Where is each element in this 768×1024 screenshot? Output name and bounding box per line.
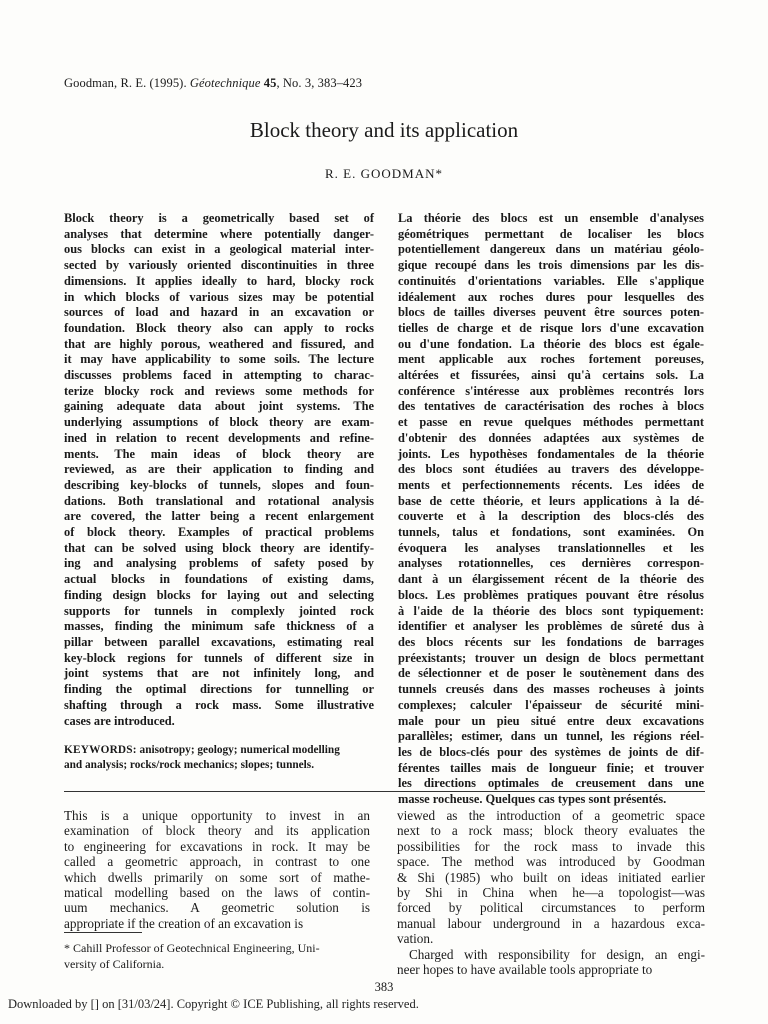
- abstract-french-line: tunnels creusés dans des masses rocheuses à joints: [398, 682, 704, 697]
- abstract-english-line: of block theory. Examples of practical problems: [64, 525, 374, 540]
- abstract-english-line: dimensions. It applies ideally to hard, blocky rock: [64, 273, 374, 288]
- body-right-line: manual labour underground in a hazardous exca-: [397, 915, 705, 931]
- body-right-line: next to a rock mass; block theory evaluates the: [397, 823, 705, 839]
- abstract-english-line: cases are introduced.: [64, 713, 175, 728]
- abstract-english-line: sources of load and hazard in an excavation or: [64, 305, 374, 320]
- keywords-label: KEYWORDS:: [64, 744, 137, 756]
- body-column-left: [64, 808, 370, 931]
- abstract-french-line: les de blocs-clés pour des systèmes de joints de dif-: [398, 744, 704, 759]
- abstract-french-line: dant à un élargissement récent de la théorie des: [398, 572, 704, 587]
- paper-title: Block theory and its application: [249, 118, 519, 142]
- abstract-english-line: gaining adequate data about joint systems. The: [64, 399, 374, 414]
- footnote-line: * Cahill Professor of Geotechnical Engineering, Uni-: [64, 941, 320, 955]
- abstract-french-line: continuités d'orientations variables. Elle s'applique: [398, 273, 704, 288]
- abstract-french-line: blocs de tailles diverses peuvent être sources poten-: [398, 305, 704, 320]
- abstract-english-line: finding the optimal directions for tunnelling or: [64, 682, 374, 697]
- abstract-french-line: base de cette théorie, et leurs applications à la dé-: [398, 493, 704, 508]
- abstract-french-line: préexistants; trouver un design de blocs permettant: [398, 650, 704, 665]
- abstract-french-line: gique recoupé dans les trois dimensions par les dis-: [398, 258, 704, 273]
- body-right-line: by Shi in China when he—a topologist—was: [397, 885, 705, 901]
- abstract-english-line: discusses problems faced in attempting to charac-: [64, 368, 374, 383]
- abstract-english-line: are covered, the latter being a recent enlargement: [64, 509, 374, 524]
- body-left-line: to engineering for excavations in rock. It may be: [64, 838, 370, 854]
- body-right-line: vation.: [397, 931, 434, 947]
- body-right-line: space. The method was introduced by Goodman: [397, 854, 705, 870]
- abstract-french-line: male pour un pieu situé entre deux excavations: [398, 713, 704, 728]
- abstract-english-line: sected by variously oriented discontinuities in three: [64, 258, 374, 273]
- body-left-line: appropriate if the creation of an excavation is: [64, 915, 304, 931]
- abstract-english-line: reviewed, as are their application to finding and: [64, 462, 374, 477]
- abstract-french-line: potentiellement dangereux dans un matériau géolo-: [398, 242, 704, 257]
- abstract-english-line: pillar between parallel excavations, estimating real: [64, 634, 374, 649]
- abstract-english-line: underlying assumptions of block theory are exam-: [64, 415, 374, 430]
- body-left-line: uum mechanics. A geometric solution is: [64, 900, 370, 916]
- abstract-english-line: ous blocks can exist in a geological material inter-: [64, 242, 374, 257]
- body-left-line: called a geometric approach, in contrast to one: [64, 854, 370, 870]
- abstract-english: [64, 211, 374, 729]
- citation-volume: 45: [260, 76, 277, 90]
- body-left-line: which dwells primarily on some sort of mathe-: [64, 869, 370, 885]
- abstract-french-line: des blocs récents sur les fondations de barrages: [398, 634, 704, 649]
- abstract-french-line: altérées et fissurées, ainsi qu'à certains sols. La: [398, 368, 704, 383]
- abstract-english-line: shafting through a rock mass. Some illustrative: [64, 697, 374, 712]
- abstract-english-line: analyses that determine where potentially danger-: [64, 226, 374, 241]
- abstract-french-line: d'obtenir des données adaptées aux systèmes de: [398, 430, 704, 445]
- abstract-english-line: that are highly porous, weathered and fissured, and: [64, 336, 374, 351]
- abstract-english-line: in which blocks of various sizes may be potential: [64, 289, 374, 304]
- body-right-line: viewed as the introduction of a geometric space: [397, 808, 705, 823]
- abstract-french-line: de sélectionner et de poser le soutènement dans des: [398, 666, 704, 681]
- abstract-english-line: supports for tunnels in complexly jointed rock: [64, 603, 374, 618]
- footnote: [64, 940, 370, 972]
- author-line: R. E. GOODMAN*: [325, 166, 443, 181]
- abstract-french-line: tunnels, talus et fondations, sont examinées. On: [398, 525, 704, 540]
- body-left-line: This is a unique opportunity to invest in an: [64, 808, 370, 823]
- abstract-french-line: et passe en revue quelques méthodes permettant: [398, 415, 704, 430]
- body-right-line: forced by political circumstances to perform: [397, 900, 705, 916]
- download-notice: Downloaded by [] on [31/03/24]. Copyright © ICE Publishing, all rights reserved.: [8, 997, 419, 1011]
- abstract-english-line: terize blocky rock and reviews some methods for: [64, 383, 374, 398]
- footnote-divider: [64, 932, 142, 933]
- abstract-french-line: ments et perfectionnements récents. Les idées de: [398, 477, 704, 492]
- body-right-line: & Shi (1985) who built on ideas initiated earlier: [397, 869, 705, 885]
- abstract-french-line: masse rocheuse. Quelques cas types sont présentés.: [398, 792, 667, 807]
- abstract-french-line: ou d'une fondation. La théorie des blocs est égale-: [398, 336, 704, 351]
- section-divider: [64, 791, 705, 792]
- abstract-english-line: dations. Both translational and rotational analysis: [64, 493, 374, 508]
- keywords-line-2: and analysis; rocks/rock mechanics; slopes; tunnels.: [64, 759, 315, 771]
- abstract-french-line: conférence s'intéresse aux problèmes recontrés lors: [398, 383, 704, 398]
- abstract-french-line: identifier et analyser les problèmes de sûreté dus à: [398, 619, 704, 634]
- citation-issue-pages: , No. 3, 383–423: [276, 76, 363, 90]
- abstract-english-line: actual blocks in foundations of existing dams,: [64, 572, 374, 587]
- abstract-english-line: ined in relation to recent developments and refine-: [64, 430, 374, 445]
- page-number: 383: [374, 980, 394, 994]
- abstract-english-line: joint systems that are not infinitely long, and: [64, 666, 374, 681]
- body-right-line: possibilities for the rock mass to invade this: [397, 838, 705, 854]
- abstract-english-line: describing key-blocks of tunnels, slopes and foun-: [64, 477, 374, 492]
- abstract-french-line: joints. Les hypothèses fondamentales de la théorie: [398, 446, 704, 461]
- abstract-english-line: finding design blocks for laying out and selecting: [64, 587, 374, 602]
- abstract-french-line: idéalement aux roches dures pour lesquelles des: [398, 289, 704, 304]
- abstract-french: [398, 211, 704, 808]
- abstract-french-line: complexes; calculer l'épaisseur de sécurité mini-: [398, 697, 704, 712]
- abstract-english-line: ments. The main ideas of block theory are: [64, 446, 374, 461]
- abstract-english-line: that can be solved using block theory are identify-: [64, 540, 374, 555]
- abstract-french-line: les directions optimales de creusement dans une: [398, 776, 704, 791]
- abstract-french-line: couverte et à la description des blocs-clés des: [398, 509, 704, 524]
- abstract-french-line: des blocs sont étudiées au travers des développe-: [398, 462, 704, 477]
- abstract-english-line: ing and analysing problems of safety posed by: [64, 556, 374, 571]
- citation-header: [64, 76, 362, 91]
- keywords-line-1: anisotropy; geology; numerical modelling: [136, 744, 340, 756]
- abstract-english-line: foundation. Block theory also can apply to rocks: [64, 320, 374, 335]
- citation-journal: Géotechnique: [189, 76, 261, 90]
- body-left-line: examination of block theory and its application: [64, 823, 370, 839]
- abstract-french-line: blocs. Les problèmes pratiques pouvant être résolus: [398, 587, 704, 602]
- footnote-line: versity of California.: [64, 957, 165, 971]
- abstract-french-line: géométriques permettant de localiser les blocs: [398, 226, 704, 241]
- abstract-french-line: analyses rotationnelles, ces dernières correspon-: [398, 556, 704, 571]
- abstract-french-line: tielles de charge et de risque lors d'une excavation: [398, 320, 704, 335]
- abstract-english-line: Block theory is a geometrically based set of: [64, 211, 374, 225]
- abstract-french-line: des tentatives de caractérisation des roches à blocs: [398, 399, 704, 414]
- abstract-french-line: parallèles; estimer, dans un tunnel, les régions réel-: [398, 729, 704, 744]
- abstract-english-line: masses, finding the minimum safe thickness of a: [64, 619, 374, 634]
- abstract-french-line: évoquera les analyses translationnelles et les: [398, 540, 704, 555]
- abstract-french-line: à l'aide de la théorie des blocs sont typiquement:: [398, 603, 704, 618]
- keywords: [64, 743, 374, 773]
- citation-author: Goodman, R. E. (1995).: [64, 76, 190, 90]
- abstract-french-line: férentes tailles mais de longueur finie; et trouver: [398, 760, 704, 775]
- body-left-line: matical modelling based on the laws of contin-: [64, 885, 370, 901]
- body-column-right: [397, 808, 705, 977]
- body-right-line: Charged with responsibility for design, an engi-: [409, 946, 705, 962]
- abstract-english-line: it may have applicability to some soils. The lecture: [64, 352, 374, 367]
- body-right-line: neer hopes to have available tools appropriate to: [397, 962, 653, 978]
- abstract-french-line: ment applicable aux roches fortement poreuses,: [398, 352, 704, 367]
- abstract-english-line: key-block regions for tunnels of different size in: [64, 650, 374, 665]
- abstract-french-line: La théorie des blocs est un ensemble d'analyses: [398, 211, 704, 225]
